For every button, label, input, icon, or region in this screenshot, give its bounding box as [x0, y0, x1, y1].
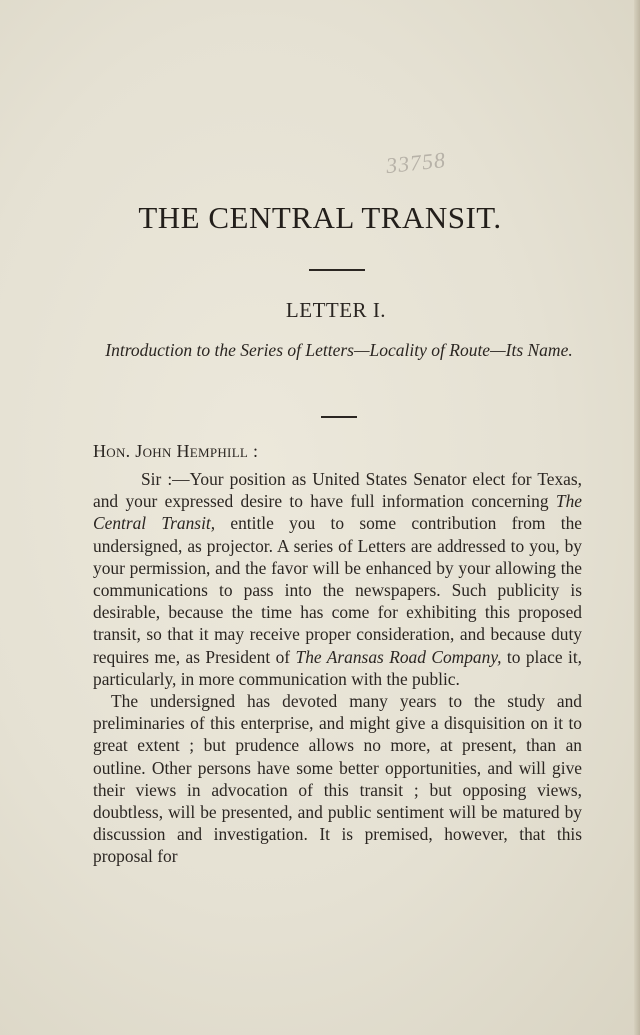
subtitle-divider: [321, 416, 357, 418]
aransas-company-name: The Aransas Road Company,: [295, 646, 502, 667]
paragraph-1-part-e: to place it, particularly, in more communication with the public.: [93, 646, 583, 689]
page-title: THE CENTRAL TRANSIT.: [138, 200, 502, 235]
paragraph-1-part-a: Sir :—Your position as United States Senator elect for Texas, and your expressed desire to have full information concerning: [93, 469, 582, 512]
pencil-annotation: 33758: [384, 146, 448, 179]
salutation-text: Hon. John Hemphill :: [93, 441, 259, 461]
page-edge: [634, 0, 640, 1035]
central-transit-name: The Central Transit,: [93, 491, 582, 534]
paragraph-1: [93, 468, 582, 690]
letter-heading: LETTER I.: [285, 298, 387, 322]
letter-subtitle: Introduction to the Series of Letters—Locality of Route—Its Name.: [105, 340, 573, 360]
paragraph-2: The undersigned has devoted many years to the study and preliminaries of this enterprise, and might give a disquisition on it to great extent ; but prudence allows no more, at present, than an outline. Other persons have some better opportunities, and will give their views in advocation of this transit ; but opposing views, doubtless, will be presented, and public sentiment will be matured by discussion and investigation. It is premised, however, that this proposal for: [93, 691, 582, 867]
salutation: [93, 441, 258, 462]
title-divider: [309, 269, 365, 271]
paragraph-1-part-c: entitle you to some contribution from the undersigned, as projector. A series of Letters are addressed to you, by your permission, and the favor will be enhanced by your allowing the communications to pass into the newspapers. Such publicity is desirable, because the time has come for exhibiting this proposed transit, so that it may receive proper consideration, and because duty requires me, as President of: [93, 513, 582, 667]
letter-body: [93, 468, 582, 868]
